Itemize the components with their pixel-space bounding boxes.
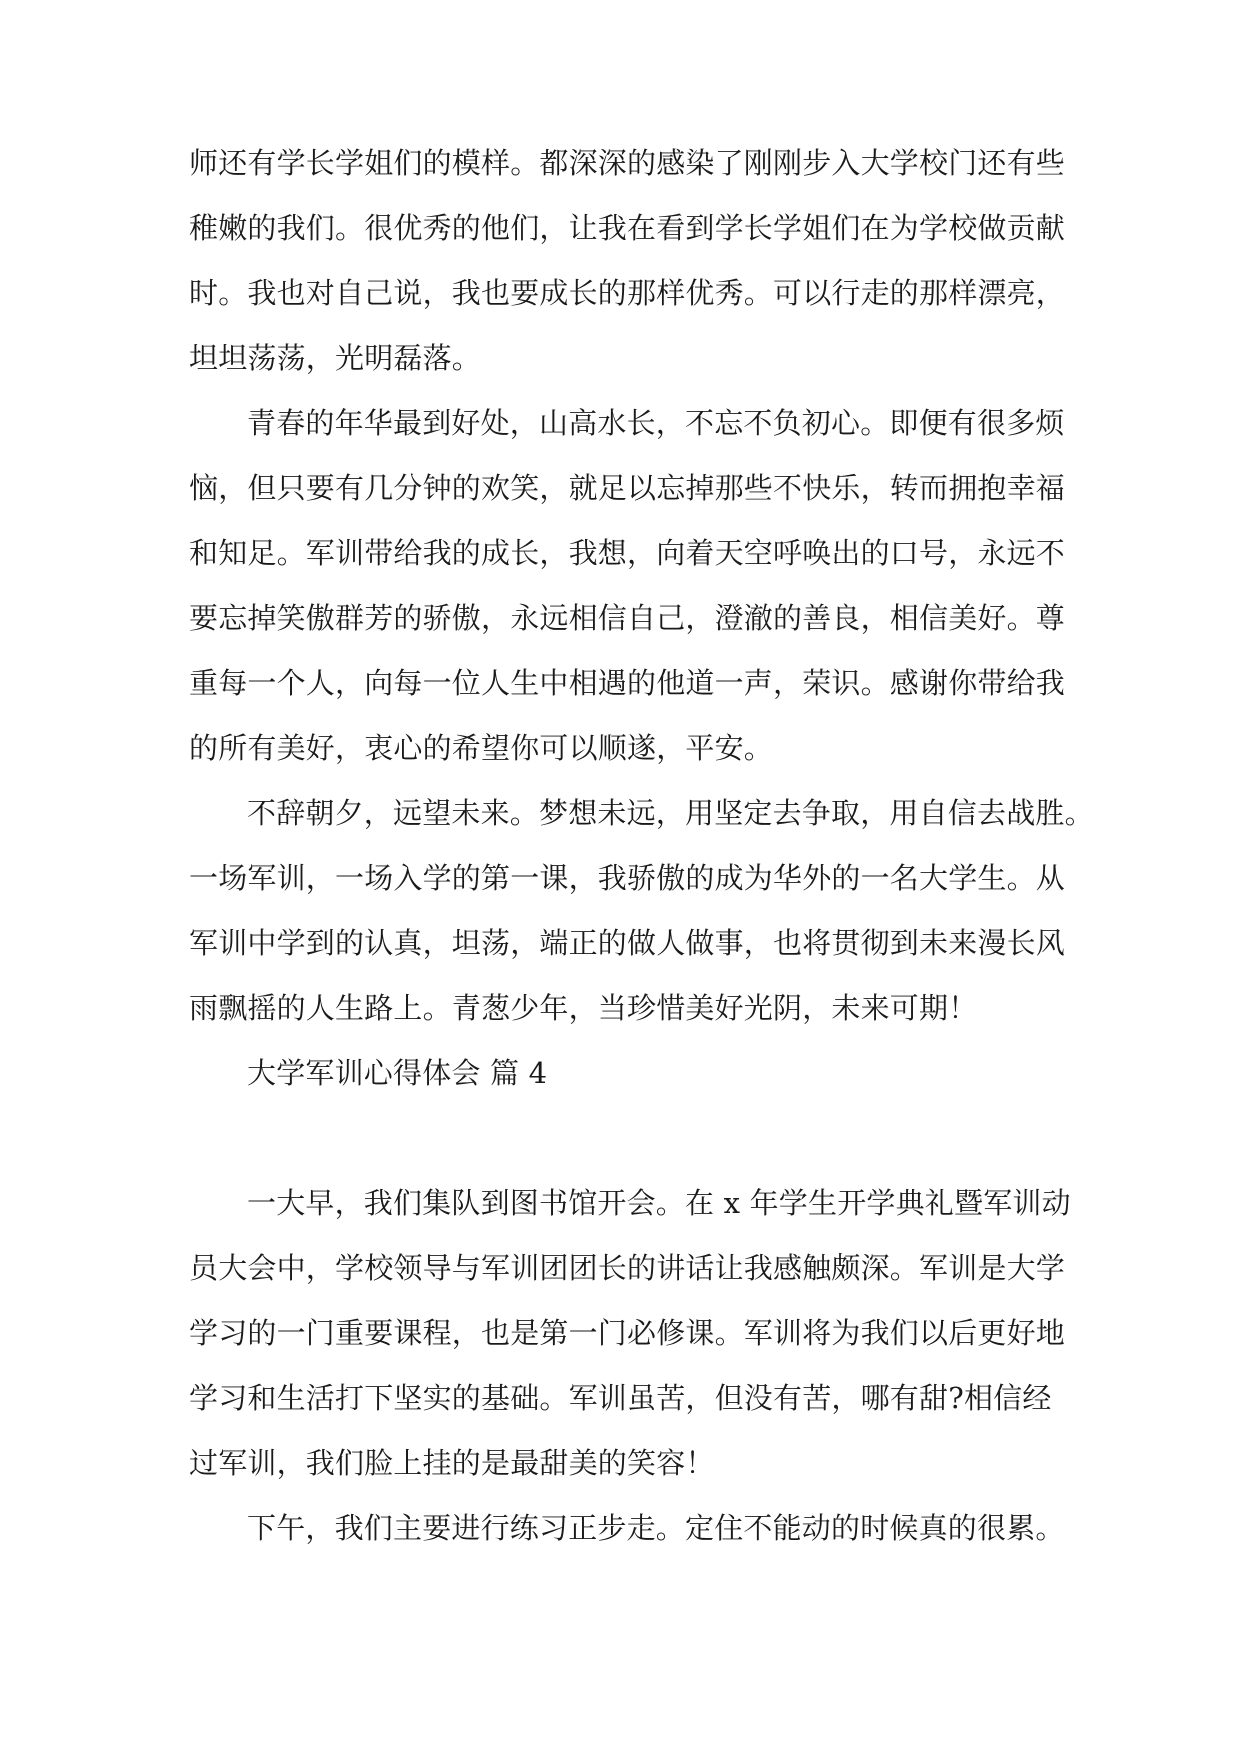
- text-line: 军训中学到的认真，坦荡，端正的做人做事，也将贯彻到未来漫长风: [189, 926, 1066, 960]
- section-heading: 大学军训心得体会 篇 4: [247, 1056, 548, 1090]
- text-line: 的所有美好，衷心的希望你可以顺遂，平安。: [189, 731, 774, 765]
- text-line: 学习的一门重要课程，也是第一门必修课。军训将为我们以后更好地: [189, 1316, 1066, 1350]
- text-line: 下午，我们主要进行练习正步走。定住不能动的时候真的很累。: [247, 1511, 1065, 1545]
- text-line: 稚嫩的我们。很优秀的他们，让我在看到学长学姐们在为学校做贡献: [189, 211, 1066, 245]
- text-line: 坦坦荡荡，光明磊落。: [189, 341, 482, 375]
- text-line: 要忘掉笑傲群芳的骄傲，永远相信自己，澄澈的善良，相信美好。尊: [189, 601, 1066, 635]
- text-line: 青春的年华最到好处，山高水长，不忘不负初心。即便有很多烦: [247, 406, 1065, 440]
- text-line: 恼，但只要有几分钟的欢笑，就足以忘掉那些不快乐，转而拥抱幸福: [189, 471, 1066, 505]
- text-line: 重每一个人，向每一位人生中相遇的他道一声，荣识。感谢你带给我: [189, 666, 1066, 700]
- text-line: 学习和生活打下坚实的基础。军训虽苦，但没有苦，哪有甜?相信经: [189, 1381, 1052, 1415]
- text-line: 师还有学长学姐们的模样。都深深的感染了刚刚步入大学校门还有些: [189, 146, 1066, 180]
- text-line: 一场军训，一场入学的第一课，我骄傲的成为华外的一名大学生。从: [189, 861, 1066, 895]
- text-line: 过军训，我们脸上挂的是最甜美的笑容！: [189, 1446, 715, 1480]
- text-line: 和知足。军训带给我的成长，我想，向着天空呼唤出的口号，永远不: [189, 536, 1066, 570]
- text-line: 不辞朝夕，远望未来。梦想未远，用坚定去争取，用自信去战胜。: [247, 796, 1094, 830]
- text-line: 时。我也对自己说，我也要成长的那样优秀。可以行走的那样漂亮，: [189, 276, 1066, 310]
- text-line: 一大早，我们集队到图书馆开会。在 x 年学生开学典礼暨军训动: [247, 1186, 1071, 1220]
- text-line: 雨飘摇的人生路上。青葱少年，当珍惜美好光阴，未来可期！: [189, 991, 978, 1025]
- text-line: 员大会中，学校领导与军训团团长的讲话让我感触颇深。军训是大学: [189, 1251, 1066, 1285]
